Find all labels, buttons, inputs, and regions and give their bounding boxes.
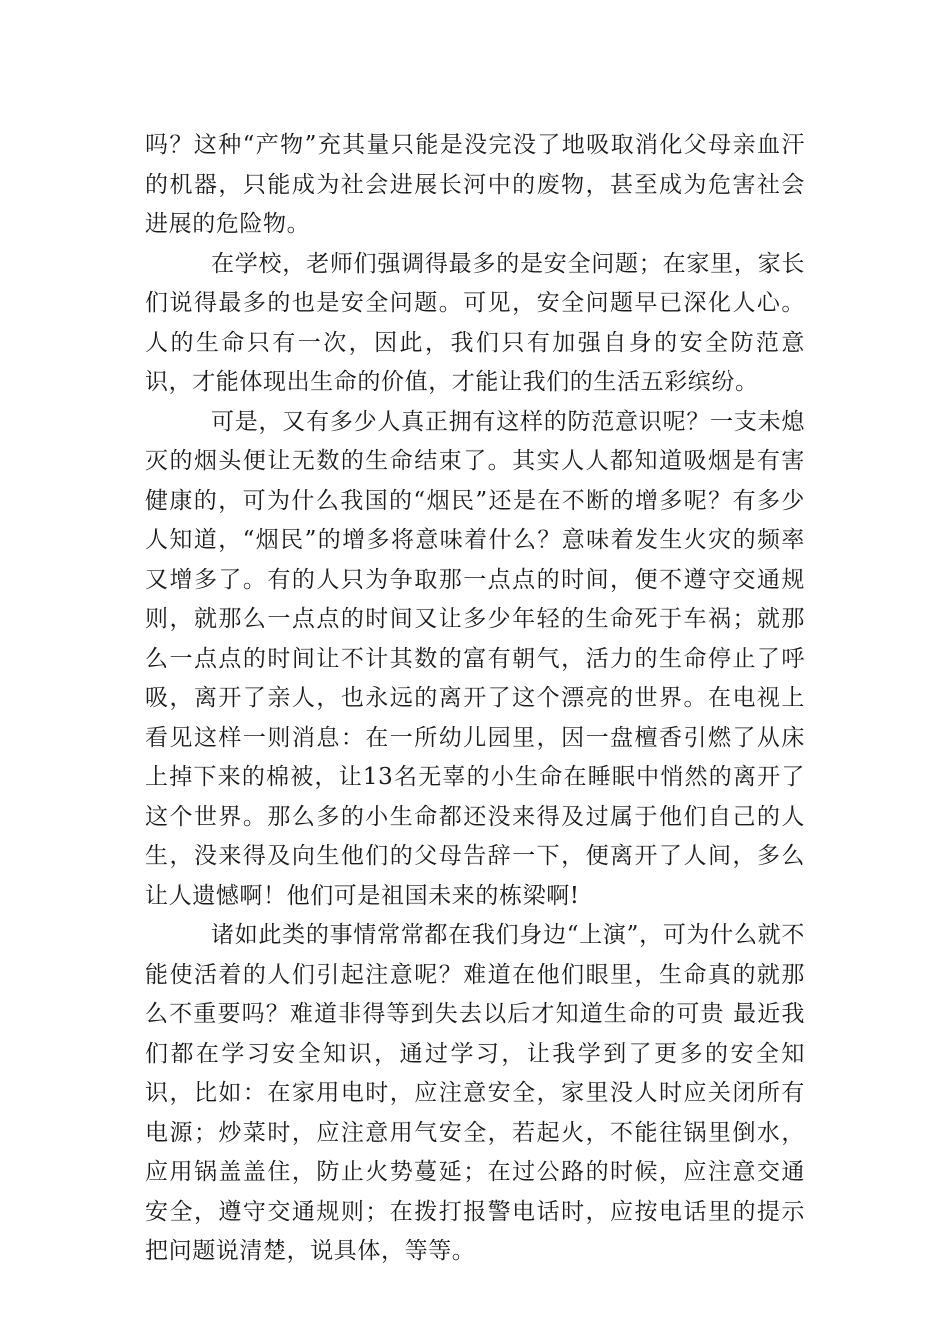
paragraph-safety-awareness: 在学校，老师们强调得最多的是安全问题；在家里，家长们说得最多的也是安全问题。可见，安全问题早已深化人心。人的生命只有一次，因此，我们只有加强自身的安全防范意识，才能体现出生命的价值，才能让我们的生活五彩缤纷。 bbox=[145, 250, 805, 395]
paragraph-continuation: 吗？这种“产物”充其量只能是没完没了地吸取消化父母亲血汗的机器，只能成为社会进展长河中的废物，甚至成为危害社会进展的危险物。 bbox=[145, 132, 805, 237]
document-page bbox=[145, 126, 805, 1272]
paragraph-safety-knowledge: 诸如此类的事情常常都在我们身边“上演”，可为什么就不能使活着的人们引起注意呢？难道在他们眼里，生命真的就那么不重要吗？难道非得等到失去以后才知道生命的可贵 最近我们都在学习安全知识，通过学习，让我学到了更多的安全知识，比如：在家用电时，应注意安全，家里没人时应关闭所有电源；炒菜时，应注意用气安全，若起火，不能往锅里倒水，应用锅盖盖住，防止火势蔓延；在过公路的时候，应注意交通安全，遵守交通规则；在拨打报警电话时，应按电话里的提示把问题说清楚，说具体，等等。 bbox=[145, 922, 805, 1264]
paragraph-examples: 可是，又有多少人真正拥有这样的防范意识呢？一支未熄灭的烟头便让无数的生命结束了。其实人人都知道吸烟是有害健康的，可为什么我国的“烟民”还是在不断的增多呢？有多少人知道，“烟民”的增多将意味着什么？意味着发生火灾的频率又增多了。有的人只为争取那一点点的时间，便不遵守交通规则，就那么一点点的时间又让多少年轻的生命死于车祸；就那么一点点的时间让不计其数的富有朝气，活力的生命停止了呼吸，离开了亲人，也永远的离开了这个漂亮的世界。在电视上看见这样一则消息：在一所幼儿园里，因一盘檀香引燃了从床上掉下来的棉被，让13名无辜的小生命在睡眠中悄然的离开了这个世界。那么多的小生命都还没来得及过属于他们自己的人生，没来得及向生他们的父母告辞一下，便离开了人间，多么让人遗憾啊！他们可是祖国未来的栋梁啊! bbox=[145, 408, 805, 909]
